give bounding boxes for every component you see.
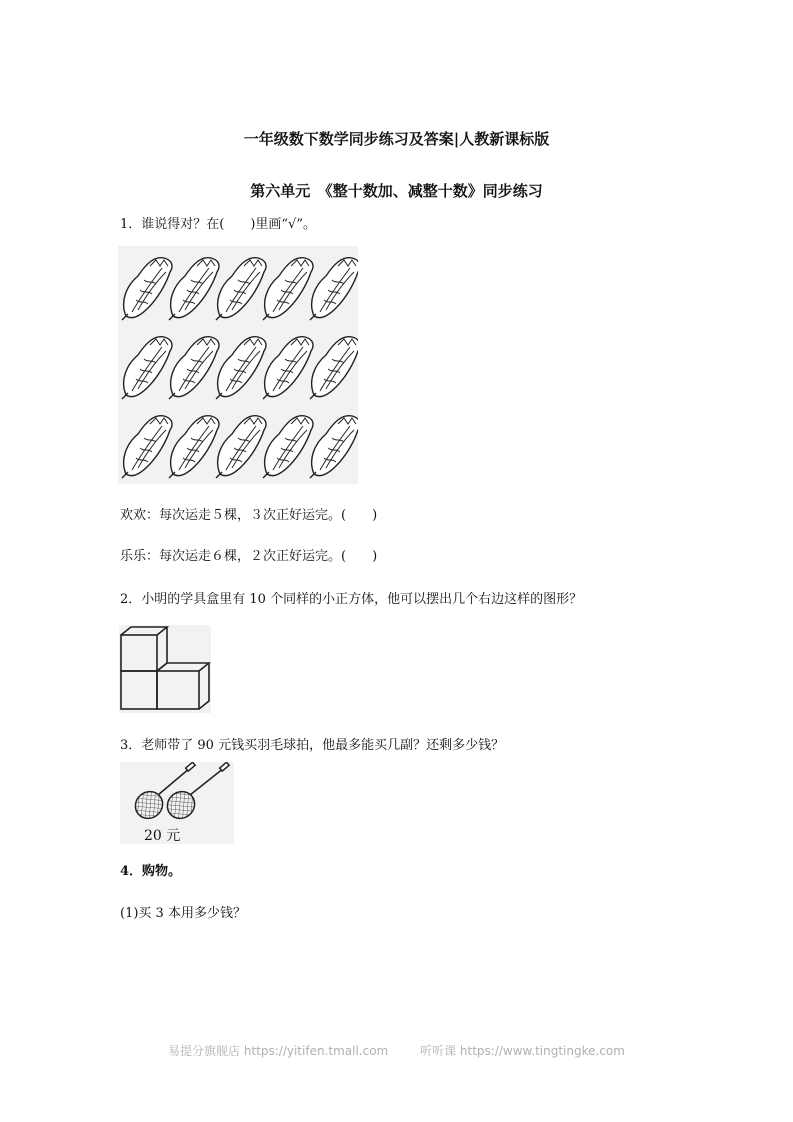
racket-price-label: 20 元: [144, 828, 181, 844]
footer-link-yitifen[interactable]: 易提分旗舰店 https://yitifen.tmall.com: [168, 1044, 389, 1058]
q1-option-huanhuan: 欢欢：每次运走５棵，３次正好运完。( ): [120, 508, 378, 523]
q2-prompt: 2．小明的学具盒里有 10 个同样的小正方体，他可以摆出几个右边这样的图形？: [120, 592, 583, 607]
doc-subtitle: 第六单元 《整十数加、减整十数》同步练习: [250, 182, 543, 200]
q1-option-lele: 乐乐：每次运走６棵，２次正好运完。( ): [120, 549, 378, 564]
cabbage-grid-image: [118, 246, 358, 484]
badminton-rackets-image: [120, 762, 234, 844]
footer: [0, 1042, 793, 1059]
q1-prompt: 1．谁说得对？在( )里画“√”。: [120, 217, 316, 232]
q4-sub1: (1)买 3 本用多少钱？: [120, 906, 246, 921]
q3-prompt: 3．老师带了 90 元钱买羽毛球拍，他最多能买几副？还剩多少钱？: [120, 738, 505, 753]
q4-heading: 4．购物。: [120, 864, 182, 879]
cube-figure-image: [119, 625, 211, 713]
doc-title: 一年级数下数学同步练习及答案|人教新课标版: [243, 130, 550, 148]
footer-link-tingtingke[interactable]: 听听课 https://www.tingtingke.com: [420, 1044, 625, 1058]
